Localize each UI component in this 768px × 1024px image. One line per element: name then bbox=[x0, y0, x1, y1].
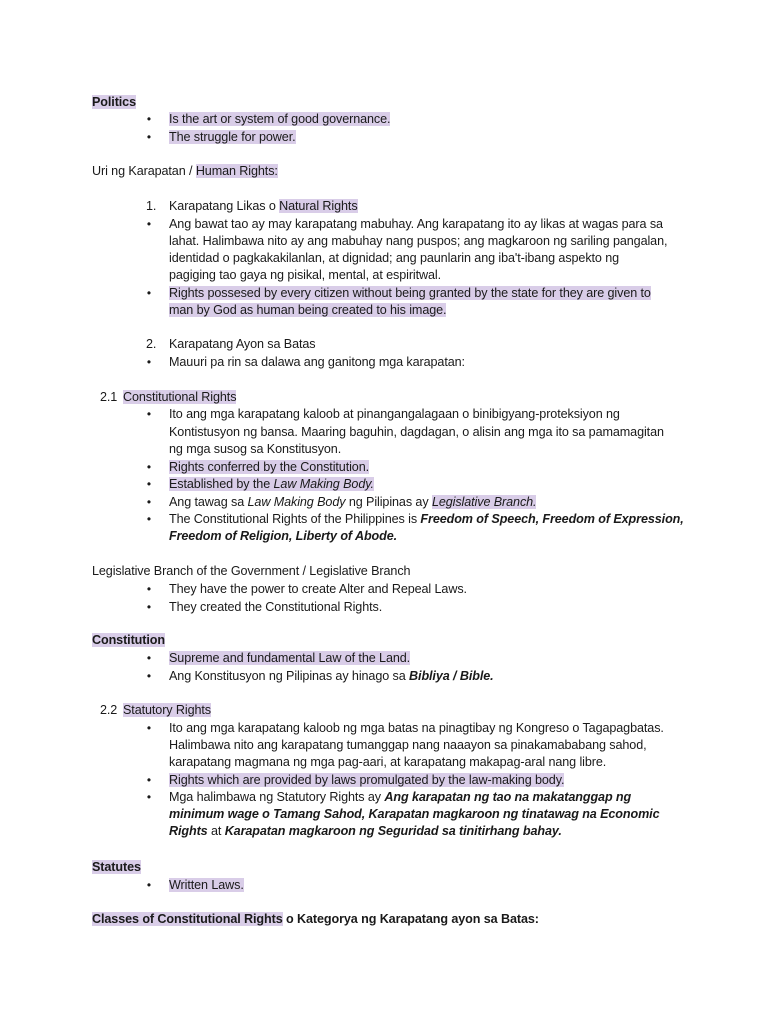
paragraph-line: The Constitutional Rights of the Philippines is Freedom of Speech, Freedom of Expression, bbox=[169, 512, 684, 526]
statutes-heading: Statutes bbox=[92, 860, 141, 874]
list-item: Mauuri pa rin sa dalawa ang ganitong mga karapatan: bbox=[169, 355, 465, 369]
bullet-icon: • bbox=[146, 130, 152, 144]
paragraph-line: Freedom of Religion, Liberty of Abode. bbox=[169, 529, 398, 543]
paragraph-line: Ito ang mga karapatang kaloob at pinangangalagaan o binibigyang-proteksiyon ng bbox=[169, 407, 620, 421]
bullet-icon: • bbox=[146, 217, 152, 231]
list-item: Established by the Law Making Body. bbox=[169, 477, 374, 491]
bullet-icon: • bbox=[146, 112, 152, 126]
list-item: Is the art or system of good governance. bbox=[169, 112, 391, 126]
paragraph-line: ng mga susog sa Konstitusyon. bbox=[169, 442, 342, 456]
paragraph-line: Mga halimbawa ng Statutory Rights ay Ang karapatan ng tao na makatanggap ng bbox=[169, 790, 632, 804]
bullet-icon: • bbox=[146, 407, 152, 421]
bullet-icon: • bbox=[146, 495, 152, 509]
list-number: 1. bbox=[146, 199, 157, 213]
paragraph-line: Ang bawat tao ay may karapatang mabuhay. Ang karapatang ito ay likas at wagas para sa bbox=[169, 217, 663, 231]
bullet-icon: • bbox=[146, 651, 152, 665]
subsection-title: Karapatang Ayon sa Batas bbox=[169, 337, 316, 351]
list-item: Ang tawag sa Law Making Body ng Pilipinas ay Legislative Branch. bbox=[169, 495, 537, 509]
bullet-icon: • bbox=[146, 355, 152, 369]
paragraph-line: minimum wage o Tamang Sahod, Karapatan magkaroon ng tinatawag na Economic bbox=[169, 807, 660, 821]
bullet-icon: • bbox=[146, 790, 152, 804]
bullet-icon: • bbox=[146, 600, 152, 614]
list-item: Supreme and fundamental Law of the Land. bbox=[169, 651, 411, 665]
classes-heading: Classes of Constitutional Rights o Kategorya ng Karapatang ayon sa Batas: bbox=[92, 912, 539, 926]
bullet-icon: • bbox=[146, 460, 152, 474]
paragraph-line: Halimbawa nito ang karapatang tumanggap nang naaayon sa pinakamababang sahod, bbox=[169, 738, 647, 752]
paragraph-line: Rights at Karapatan magkaroon ng Seguridad sa tinitirhang bahay. bbox=[169, 824, 562, 838]
paragraph-line: lahat. Halimbawa nito ay ang mabuhay nang puspos; ang magkaroon ng sariling pangalan, bbox=[169, 234, 668, 248]
subsection-title: Karapatang Likas o Natural Rights bbox=[169, 199, 358, 213]
list-number: 2.2 bbox=[100, 703, 118, 717]
list-item: Ang Konstitusyon ng Pilipinas ay hinago sa Bibliya / Bible. bbox=[169, 669, 494, 683]
subsection-title: Statutory Rights bbox=[123, 703, 211, 717]
list-item: The struggle for power. bbox=[169, 130, 296, 144]
list-item: They created the Constitutional Rights. bbox=[169, 600, 383, 614]
bullet-icon: • bbox=[146, 477, 152, 491]
bullet-icon: • bbox=[146, 582, 152, 596]
politics-heading: Politics bbox=[92, 95, 136, 109]
constitution-heading: Constitution bbox=[92, 633, 165, 647]
paragraph-line: Ito ang mga karapatang kaloob ng mga batas na pinagtibay ng Kongreso o Tagapagbatas. bbox=[169, 721, 664, 735]
bullet-icon: • bbox=[146, 721, 152, 735]
paragraph-line: man by God as human being created to his image. bbox=[169, 303, 447, 317]
list-item: They have the power to create Alter and Repeal Laws. bbox=[169, 582, 467, 596]
list-number: 2. bbox=[146, 337, 157, 351]
section-heading: Legislative Branch of the Government / Legislative Branch bbox=[92, 564, 411, 578]
paragraph-line: Kontistusyon ng bansa. Maaring baguhin, dagdagan, o alisin ang mga ito sa pamamagitan bbox=[169, 425, 664, 439]
section-heading: Uri ng Karapatan / Human Rights: bbox=[92, 164, 278, 178]
paragraph-line: Rights possesed by every citizen without being granted by the state for they are given to bbox=[169, 286, 651, 300]
list-number: 2.1 bbox=[100, 390, 118, 404]
list-item: Rights which are provided by laws promulgated by the law-making body. bbox=[169, 773, 565, 787]
paragraph-line: pagiging tao gaya ng pisikal, mental, at espiritwal. bbox=[169, 268, 442, 282]
paragraph-line: karapatang magmana ng mga pag-aari, at karapatang makapag-aral nang libre. bbox=[169, 755, 607, 769]
bullet-icon: • bbox=[146, 512, 152, 526]
bullet-icon: • bbox=[146, 878, 152, 892]
bullet-icon: • bbox=[146, 773, 152, 787]
subsection-title: Constitutional Rights bbox=[123, 390, 237, 404]
bullet-icon: • bbox=[146, 669, 152, 683]
list-item: Rights conferred by the Constitution. bbox=[169, 460, 370, 474]
list-item: Written Laws. bbox=[169, 878, 244, 892]
bullet-icon: • bbox=[146, 286, 152, 300]
paragraph-line: identidad o pagkakakilanlan, at dignidad; ang paunlarin ang iba't-ibang aspekto ng bbox=[169, 251, 620, 265]
